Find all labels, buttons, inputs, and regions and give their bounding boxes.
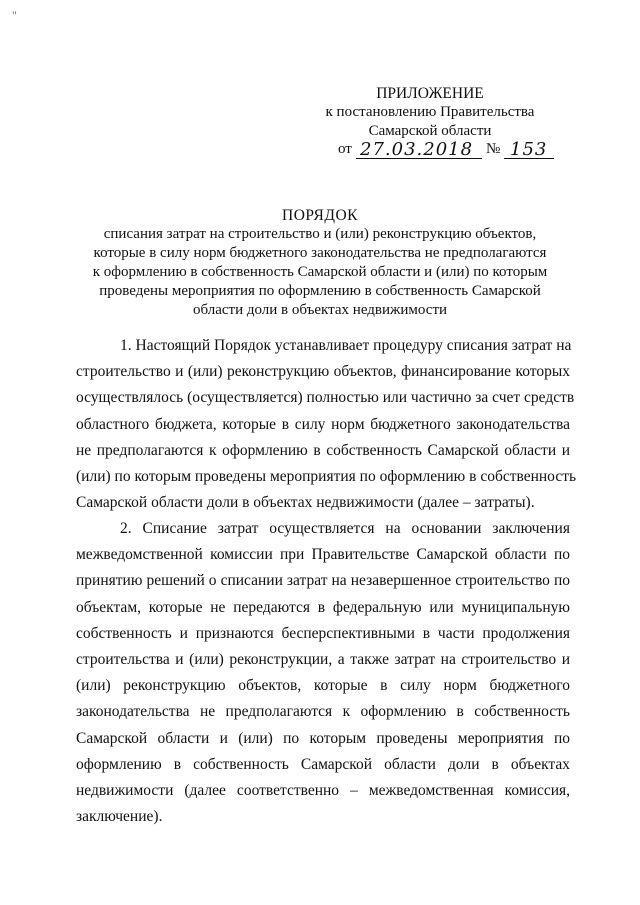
paragraph-line: областного бюджета, которые в силу норм бюджетного законодательства <box>76 415 570 433</box>
appendix-line-2: Самарской области <box>368 123 492 139</box>
title-line: списания затрат на строительство и (или) реконструкцию объектов, <box>103 226 537 242</box>
paragraph-line: Самарской области и (или) по которым проведены мероприятия по <box>76 729 570 747</box>
paragraph-line: Самарской области доли в объектах недвижимости (далее – затраты). <box>76 494 535 512</box>
corner-mark: " <box>12 8 17 22</box>
paragraph-line: собственность и признаются бесперспективными в части продолжения <box>76 624 570 642</box>
document-title <box>60 206 580 320</box>
date-prefix: от <box>338 141 352 157</box>
number-prefix: № <box>486 141 501 157</box>
paragraph-line: строительство и (или) реконструкцию объектов, финансирование которых <box>76 363 570 381</box>
paragraph-line: оформлению в собственность Самарской области доли в объектах <box>76 755 570 773</box>
paragraph-line: законодательства не предполагаются к оформлению в собственность <box>76 703 570 721</box>
paragraph-2 <box>76 516 570 830</box>
number-handwritten: 153 <box>510 139 548 160</box>
paragraph-line: (или) реконструкцию объектов, которые в силу норм бюджетного <box>76 677 570 695</box>
paragraph-line: не предполагаются к оформлению в собственность Самарской области и <box>76 441 570 459</box>
title-line: к оформлению в собственность Самарской области и (или) по которым <box>92 264 548 280</box>
title-line: которые в силу норм бюджетного законодательства не предполагаются <box>93 245 547 261</box>
title-line: области доли в объектах недвижимости <box>192 302 448 318</box>
paragraph-line: межведомственной комиссии при Правительстве Самарской области по <box>76 546 570 564</box>
appendix-header <box>300 84 560 141</box>
paragraph-line: 1. Настоящий Порядок устанавливает процедуру списания затрат на <box>120 337 572 354</box>
paragraph-line: объектам, которые не передаются в федеральную или муниципальную <box>76 598 570 616</box>
appendix-line-1: к постановлению Правительства <box>325 104 535 120</box>
paragraph-line: осуществлялось (осуществляется) полностью или частично за счет средств <box>76 389 575 407</box>
date-number-line <box>338 138 558 162</box>
paragraph-line: (или) по которым проведены мероприятия по оформлению в собственность <box>76 468 577 486</box>
paragraph-line: принятию решений о списании затрат на незавершенное строительство по <box>76 572 570 590</box>
paragraph-1 <box>76 333 577 516</box>
paragraph-line: заключение). <box>76 808 163 826</box>
date-handwritten: 27.03.2018 <box>360 139 474 160</box>
document-heading: ПОРЯДОК <box>282 207 358 224</box>
paragraph-line: недвижимости (далее соответственно – межведомственная комиссия, <box>76 782 570 800</box>
paragraph-line: строительства и (или) реконструкции, а также затрат на строительство и <box>76 651 570 669</box>
paragraph-line: 2. Списание затрат осуществляется на основании заключения <box>120 520 570 537</box>
appendix-title: ПРИЛОЖЕНИЕ <box>376 85 484 102</box>
title-line: проведены мероприятия по оформлению в собственность Самарской <box>99 283 541 299</box>
